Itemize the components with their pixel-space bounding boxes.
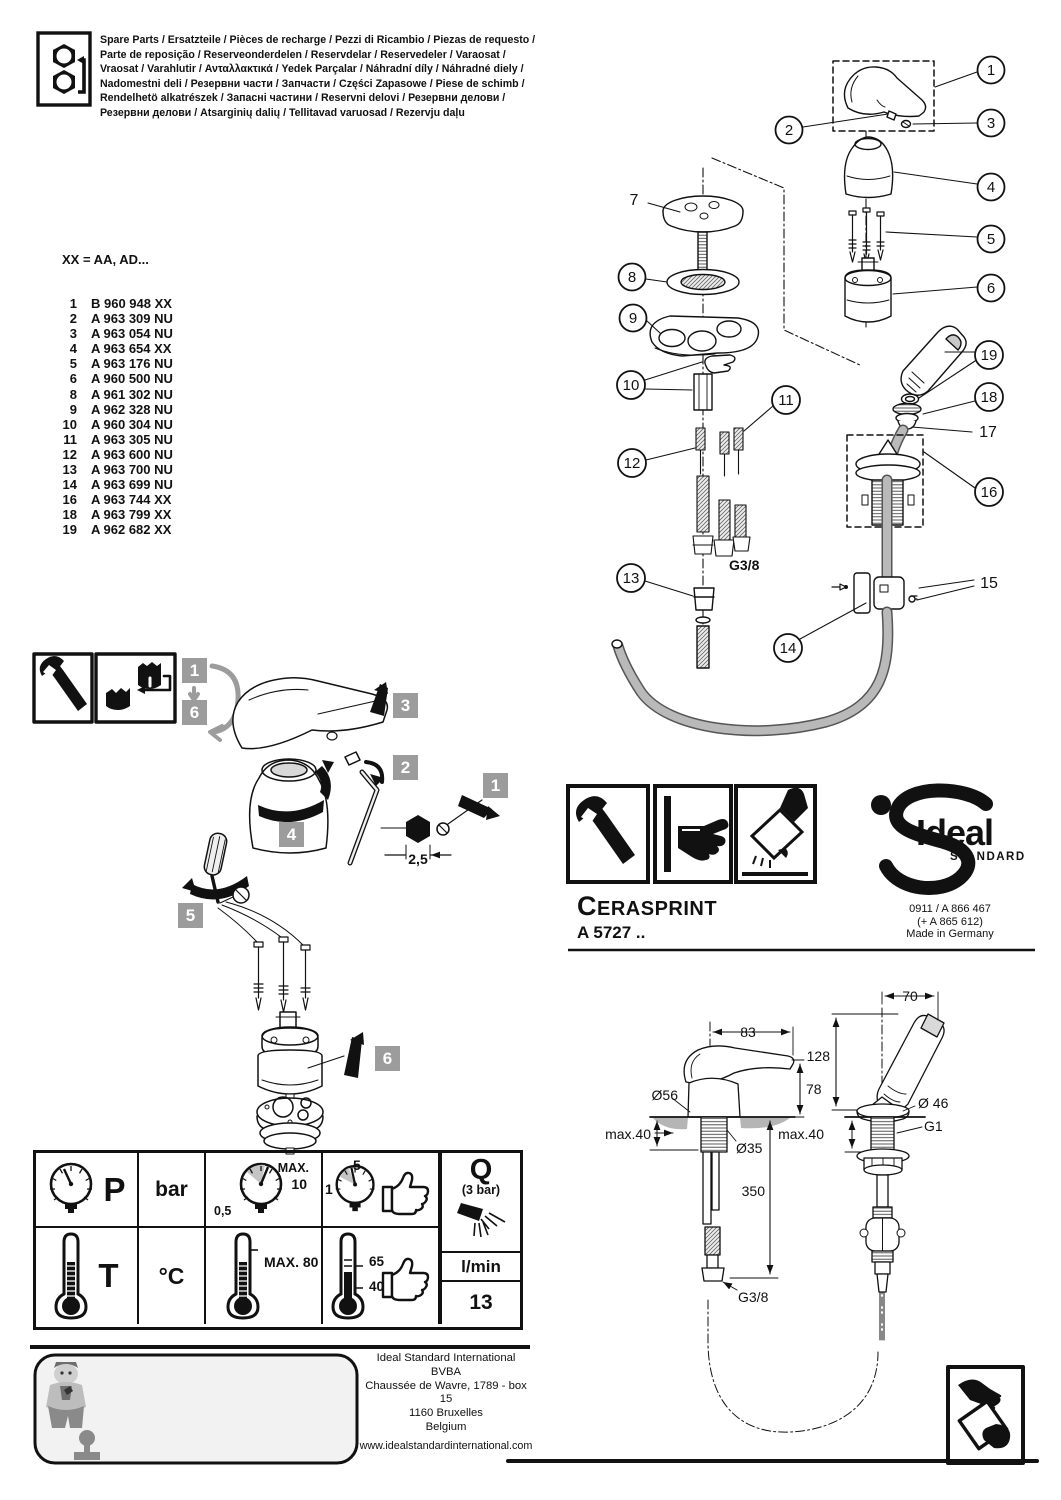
parts-list-row [57, 432, 173, 447]
part-number: 8 [69, 386, 77, 402]
install-instructions-drawing [34, 654, 500, 1154]
part-number: 9 [69, 401, 77, 417]
temperature-rec-low: 40 [369, 1279, 385, 1294]
parts-list-row [57, 311, 173, 326]
parts-list-row [57, 477, 173, 492]
wipe-clean-icon [742, 788, 808, 874]
callout-9: 9 [628, 310, 638, 327]
callout-7: 7 [629, 192, 639, 209]
temperature-max-cell [206, 1228, 323, 1324]
temperature-symbol-cell [36, 1228, 139, 1324]
dim-side-head-dia: Ø 46 [918, 1095, 949, 1111]
part-code: A 963 744 XX [91, 492, 172, 508]
dimension-drawing [508, 992, 1037, 1463]
pressure-symbol: P [103, 1170, 126, 1208]
dim-side-thread: G1 [924, 1118, 943, 1134]
thermometer-rec-icon [331, 1232, 365, 1320]
wrench-icon [576, 796, 635, 864]
thread-size-label: G3/8 [729, 557, 760, 573]
temperature-unit: °C [158, 1262, 185, 1289]
callout-5: 5 [986, 231, 996, 248]
thermometer-icon [54, 1232, 88, 1320]
step-badge-3: 3 [393, 693, 418, 718]
parts-list-row [57, 356, 173, 371]
part-code: A 963 600 NU [91, 446, 173, 462]
address-line: 1160 Bruxelles [409, 1407, 483, 1420]
company-address [360, 1352, 532, 1435]
parts-list-row [57, 341, 173, 356]
pressure-unit-cell [139, 1153, 206, 1228]
dim-front-height: 78 [806, 1081, 822, 1097]
part-code: A 961 302 NU [91, 386, 173, 402]
pointing-hand-icon [664, 796, 728, 872]
part-code: B 960 948 XX [91, 296, 172, 311]
parts-list-row [57, 326, 173, 341]
exploded-view-drawing [612, 57, 1005, 731]
part-code: A 963 176 NU [91, 356, 173, 372]
parts-list-row [57, 402, 173, 417]
product-name-rest: ERASPRINT [597, 898, 718, 920]
callout-15: 15 [980, 575, 998, 592]
callout-2: 2 [784, 122, 794, 139]
hex-key-size-label: 2,5 [408, 851, 428, 867]
cartridge-swap-icon [106, 662, 170, 710]
pressure-recommended-cell [323, 1153, 440, 1228]
pressure-rec-low: 1 [325, 1181, 333, 1197]
thumbs-up-icon [379, 1247, 431, 1305]
address-line: Chaussée de Wavre, 1789 - box 15 [365, 1379, 527, 1406]
callout-19: 19 [980, 347, 998, 364]
temperature-unit-cell [139, 1228, 206, 1324]
part-number: 6 [69, 371, 77, 387]
callout-10: 10 [622, 377, 640, 394]
step-badge-2: 2 [393, 755, 418, 780]
product-name [577, 891, 717, 922]
parts-list-row [57, 462, 173, 477]
dim-side-deck: max.40 [778, 1126, 824, 1142]
part-code: A 960 304 NU [91, 416, 173, 432]
flow-unit: l/min [461, 1256, 501, 1276]
step-badge-1: 1 [182, 658, 207, 683]
parts-list-row [57, 417, 173, 432]
part-code: A 962 682 XX [91, 522, 172, 538]
finish-code-note: XX = AA, AD... [62, 252, 149, 267]
origin: Made in Germany [906, 928, 994, 940]
parts-list-row [57, 492, 173, 507]
part-number: 4 [69, 341, 77, 357]
thumbs-up-icon [379, 1161, 431, 1219]
flow-symbol: Q [469, 1154, 493, 1186]
dim-side-height: 128 [806, 1048, 830, 1064]
spec-table [33, 1150, 523, 1330]
dim-front-deck: max.40 [605, 1126, 651, 1142]
flow-condition: (3 bar) [461, 1183, 501, 1197]
part-code: A 960 500 NU [91, 371, 173, 387]
temperature-max-label: MAX. 80 [264, 1254, 319, 1270]
dim-side-width: 70 [902, 988, 918, 1004]
callout-13: 13 [622, 570, 640, 587]
flow-unit-cell [440, 1253, 520, 1282]
parts-list-row [57, 371, 173, 386]
dim-front-hose-length: 350 [741, 1183, 765, 1199]
parts-list-row [57, 447, 173, 462]
step-badge-6: 6 [182, 700, 207, 725]
parts-list [57, 296, 173, 538]
callout-17: 17 [979, 424, 997, 441]
part-code: A 963 799 XX [91, 507, 172, 523]
part-number: 13 [62, 462, 77, 478]
multilingual-spare-parts-text: Spare Parts / Ersatzteile / Pièces de recharge / Pezzi di Ricambio / Piezas de requesto / Parte de reposição / Reserveonderdelen / Reservdelar / Reservedeler / Varaosat / Vraosat / Varahlutir / Ανταλλακτικά / Yedek Parçalar / Náhradní díly / Náhradné diely / Nadomestni deli / Резервни части / Запчасти / Części Zapasowe / Piese de schimb / Rendelhetö alkatrészek / Запасні частини / Reservni delovi / Резервни делови / Резервни делови / Atsarginių dalių / Tellitavad varuosad / Rezervju daļu [100, 34, 536, 119]
part-code: A 963 305 NU [91, 431, 173, 447]
callout-11: 11 [778, 392, 794, 409]
spray-icon [453, 1197, 509, 1247]
part-code: A 963 700 NU [91, 462, 173, 478]
spare-parts-nuts-icon [38, 33, 90, 105]
step-badge-4: 4 [279, 822, 304, 847]
callout-14: 14 [779, 640, 797, 657]
brand-wordmark-2: STANDARD [950, 851, 1026, 863]
callout-3: 3 [986, 115, 996, 132]
flow-value-cell [440, 1282, 520, 1324]
doc-ref: 0911 / A 866 467 [909, 903, 991, 915]
brand-wordmark: Ideal [916, 812, 994, 853]
product-name-initial: C [577, 891, 597, 921]
address-line: Belgium [425, 1420, 467, 1433]
step-badge-6b: 6 [375, 1046, 400, 1071]
parts-list-row [57, 387, 173, 402]
part-number: 2 [69, 311, 77, 327]
pressure-gauge-icon [47, 1159, 97, 1221]
pressure-rec-high: 5 [353, 1157, 361, 1173]
callout-6: 6 [986, 280, 996, 297]
part-code: A 963 054 NU [91, 326, 173, 342]
part-number: 3 [69, 326, 77, 342]
dim-front-base-dia: Ø56 [651, 1087, 678, 1103]
model-number: A 5727 .. [577, 923, 646, 942]
part-code: A 962 328 NU [91, 401, 173, 417]
pressure-min-value: 0,5 [214, 1204, 232, 1218]
part-number: 1 [69, 296, 77, 311]
wash-hands-icon [958, 1379, 1010, 1448]
callout-4: 4 [986, 179, 996, 196]
parts-list-row [57, 296, 173, 311]
part-number: 18 [62, 507, 77, 523]
address-line: Ideal Standard International BVBA [376, 1352, 516, 1378]
company-website: www.idealstandardinternational.com [359, 1440, 533, 1452]
part-number: 12 [62, 446, 77, 462]
flow-value: 13 [469, 1291, 493, 1314]
document-references [880, 903, 1020, 941]
pressure-range-cell [206, 1153, 323, 1228]
pressure-unit: bar [155, 1177, 188, 1201]
parts-list-row [57, 522, 173, 537]
flow-cell [440, 1153, 520, 1253]
dim-front-thread: G3/8 [738, 1289, 769, 1305]
callout-18: 18 [980, 389, 998, 406]
pressure-symbol-cell [36, 1153, 139, 1228]
part-number: 5 [69, 356, 77, 372]
part-number: 16 [62, 492, 77, 508]
dim-front-shank-dia: Ø35 [736, 1140, 763, 1156]
thermometer-max-icon [226, 1232, 260, 1320]
part-code: A 963 699 NU [91, 477, 173, 493]
temperature-rec-high: 65 [369, 1254, 385, 1269]
part-number: 11 [63, 431, 77, 447]
dim-front-width: 83 [740, 1024, 756, 1040]
temperature-recommended-cell [323, 1228, 440, 1324]
callout-12: 12 [623, 455, 641, 472]
parts-list-row [57, 507, 173, 522]
step-badge-1b: 1 [483, 773, 508, 798]
pressure-max-value: 10 [291, 1176, 307, 1192]
part-number: 10 [62, 416, 77, 432]
part-number: 19 [62, 522, 77, 538]
part-code: A 963 654 XX [91, 341, 172, 357]
part-number: 14 [62, 477, 77, 493]
temperature-symbol: T [98, 1257, 119, 1294]
step-badge-5: 5 [178, 903, 203, 928]
pressure-max-label: MAX. [277, 1161, 309, 1175]
callout-8: 8 [627, 269, 637, 286]
doc-ref-2: (+ A 865 612) [917, 915, 983, 928]
callout-1: 1 [986, 62, 996, 79]
part-code: A 963 309 NU [91, 311, 173, 327]
callout-16: 16 [980, 484, 998, 501]
wrench-icon [40, 656, 87, 711]
